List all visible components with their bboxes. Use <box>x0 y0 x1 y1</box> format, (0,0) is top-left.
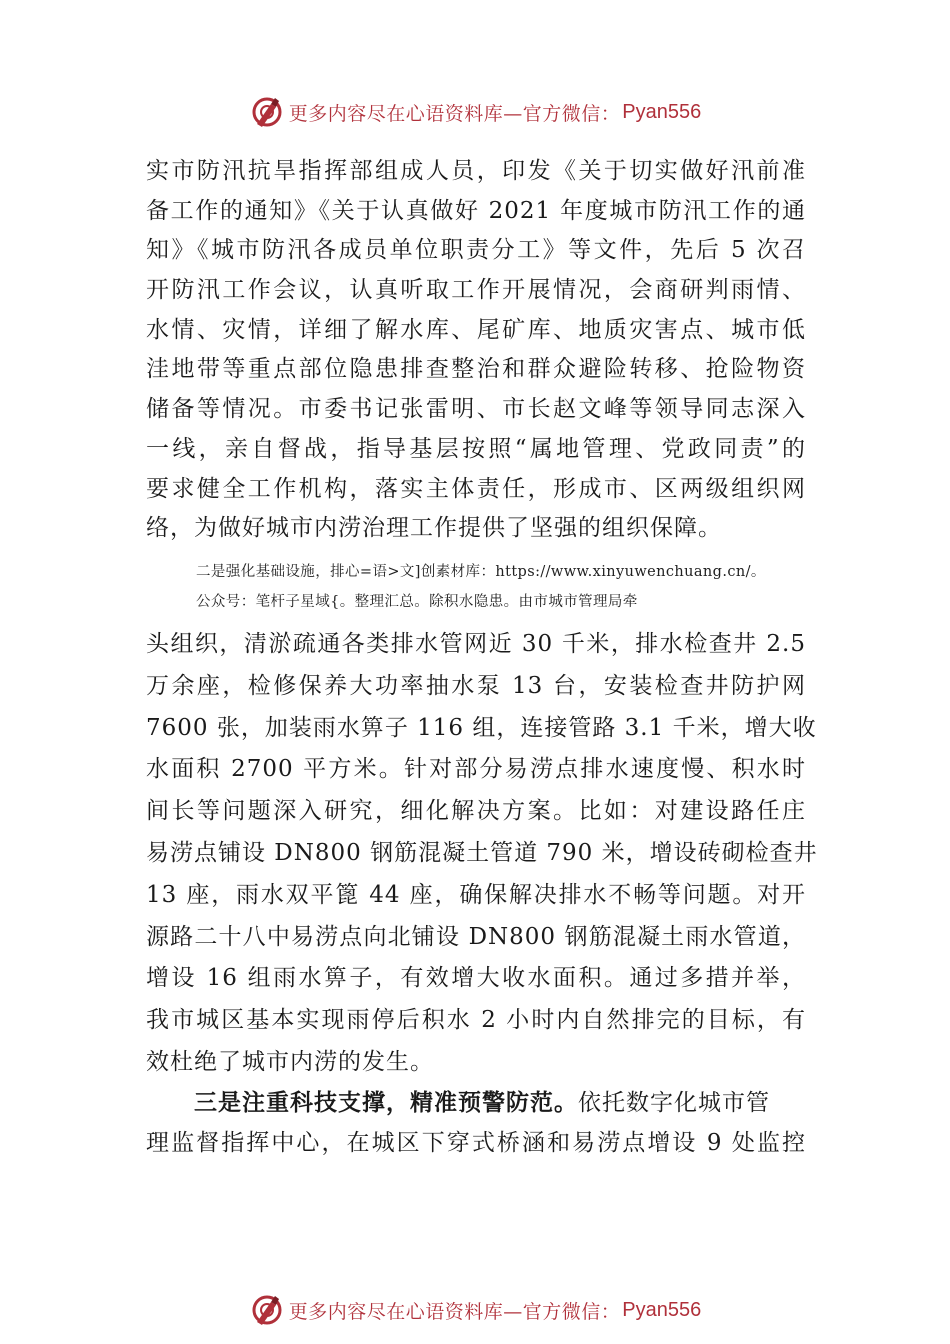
footer-banner-text: 更多内容尽在心语资料库—官方微信： <box>288 1300 621 1323</box>
paragraph-2 <box>146 624 818 1084</box>
text-line: 洼地带等重点部位隐患排查整治和群众避险转移、抢险物资 <box>146 356 806 383</box>
text-line <box>146 1082 806 1123</box>
text-line: 效杜绝了城市内涝的发生。 <box>146 1048 434 1075</box>
small-note <box>196 557 816 617</box>
text-line: 7600 张，加装雨水箅子 116 组，连接管路 3.1 千米，增大收 <box>146 714 817 741</box>
footer-banner-account: Pyan556 <box>622 1298 702 1321</box>
text-line: 实市防汛抗旱指挥部组成人员，印发《关于切实做好汛前准 <box>146 158 806 184</box>
text-line: 要求健全工作机构，落实主体责任，形成市、区两级组织网 <box>146 475 806 502</box>
text-line: 头组织，清淤疏通各类排水管网近 30 千米，排水检查井 2.5 <box>146 631 806 657</box>
text-line: 我市城区基本实现雨停后积水 2 小时内自然排完的目标，有 <box>146 1007 806 1034</box>
text-line: 络，为做好城市内涝治理工作提供了坚强的组织保障。 <box>146 515 722 542</box>
header-banner <box>0 92 950 132</box>
text-line: 一线，亲自督战，指导基层按照“属地管理、党政同责”的 <box>146 435 806 462</box>
small-note-line: 二是强化基础设施，排心=语>文]创素材库：https://www.xinyuwenchuang.cn/。 <box>196 564 766 580</box>
paragraph-1 <box>146 152 806 549</box>
text-line: 增设 16 组雨水箅子，有效增大收水面积。通过多措并举， <box>146 965 806 992</box>
text-line: 源路二十八中易涝点向北铺设 DN800 钢筋混凝土雨水管道， <box>146 923 806 950</box>
pen-logo-icon <box>249 1292 285 1328</box>
paragraph-3 <box>146 1082 806 1164</box>
text-line: 备工作的通知》《关于认真做好 2021 年度城市防汛工作的通 <box>146 197 806 224</box>
paragraph-text: 依托数字化城市管 <box>578 1090 770 1116</box>
text-line: 开防汛工作会议，认真听取工作开展情况，会商研判雨情、 <box>146 277 806 304</box>
text-line: 水情、灾情，详细了解水库、尾矿库、地质灾害点、城市低 <box>146 316 806 343</box>
small-note-line: 公众号：笔杆子星域{。整理汇总。除积水隐患。由市城市管理局牵 <box>196 594 638 610</box>
header-banner-text: 更多内容尽在心语资料库—官方微信： <box>288 102 621 125</box>
text-line: 13 座，雨水双平篦 44 座，确保解决排水不畅等问题。对开 <box>146 881 806 908</box>
text-line: 理监督指挥中心，在城区下穿式桥涵和易涝点增设 9 处监控 <box>146 1130 806 1156</box>
paragraph-lead: 三是注重科技支撑，精准预警防范。 <box>194 1089 578 1116</box>
header-banner-account: Pyan556 <box>622 100 702 123</box>
pen-logo-icon <box>249 94 285 130</box>
text-line: 储备等情况。市委书记张雷明、市长赵文峰等领导同志深入 <box>146 396 806 423</box>
text-line: 知》《城市防汛各成员单位职责分工》等文件，先后 5 次召 <box>146 237 806 264</box>
text-line: 间长等问题深入研究，细化解决方案。比如：对建设路任庄 <box>146 798 806 825</box>
text-line: 易涝点铺设 DN800 钢筋混凝土管道 790 米，增设砖砌检查井 <box>146 839 818 866</box>
text-line: 万余座，检修保养大功率抽水泵 13 台，安装检查井防护网 <box>146 672 806 699</box>
footer-banner <box>0 1290 950 1330</box>
text-line: 水面积 2700 平方米。针对部分易涝点排水速度慢、积水时 <box>146 756 806 783</box>
